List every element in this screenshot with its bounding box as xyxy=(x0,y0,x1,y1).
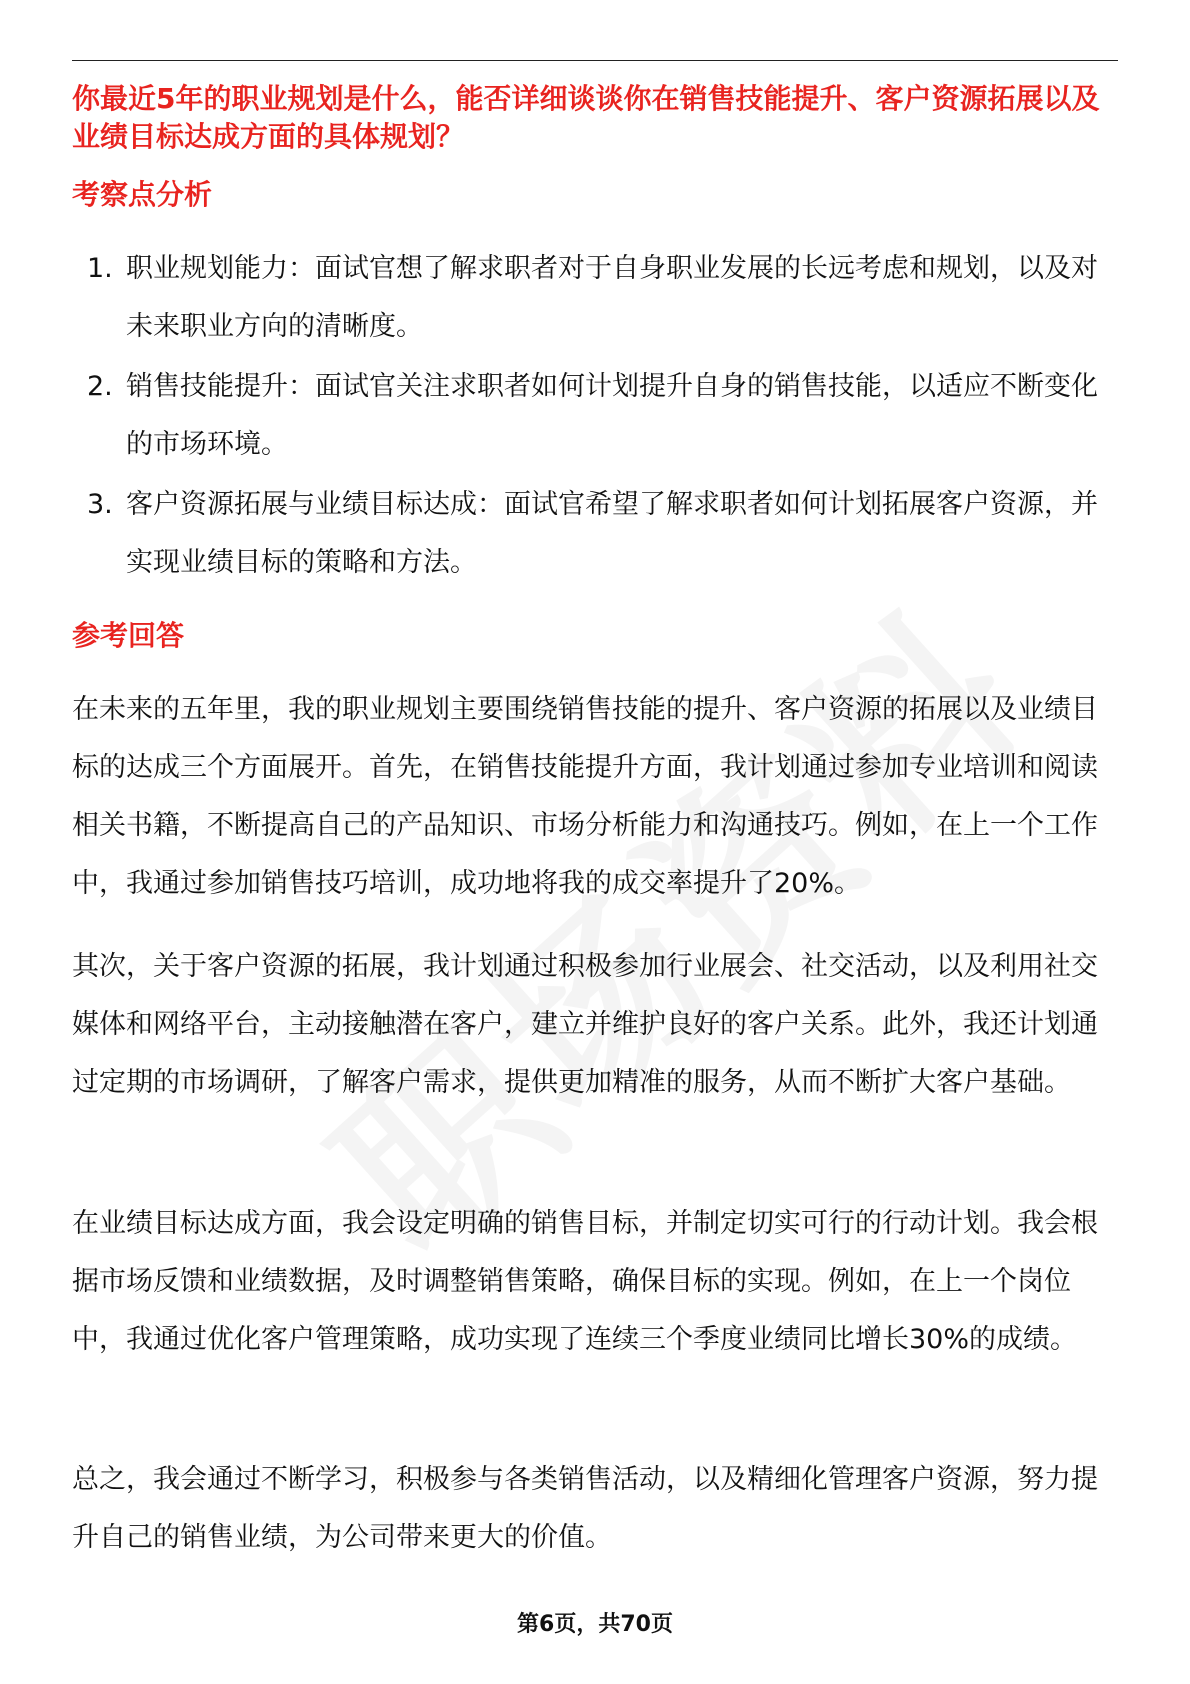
answer-paragraph: 在业绩目标达成方面，我会设定明确的销售目标，并制定切实可行的行动计划。我会根据市场反馈和业绩数据，及时调整销售策略，确保目标的实现。例如，在上一个岗位中，我通过优化客户管理策略，成功实现了连续三个季度业绩同比增长30%的成绩。 xyxy=(72,1208,1098,1355)
list-item xyxy=(72,358,1118,474)
answer-paragraph: 总之，我会通过不断学习，积极参与各类销售活动，以及精细化管理客户资源，努力提升自己的销售业绩，为公司带来更大的价值。 xyxy=(72,1464,1098,1553)
list-item-text: 客户资源拓展与业绩目标达成：面试官希望了解求职者如何计划拓展客户资源，并实现业绩目标的策略和方法。 xyxy=(126,489,1098,578)
list-item-text: 职业规划能力：面试官想了解求职者对于自身职业发展的长远考虑和规划，以及对未来职业方向的清晰度。 xyxy=(126,253,1098,342)
analysis-list xyxy=(72,240,1118,594)
list-item-number: 1. xyxy=(87,253,113,284)
answer-paragraph: 在未来的五年里，我的职业规划主要围绕销售技能的提升、客户资源的拓展以及业绩目标的达成三个方面展开。首先，在销售技能提升方面，我计划通过参加专业培训和阅读相关书籍，不断提高自己的产品知识、市场分析能力和沟通技巧。例如，在上一个工作中，我通过参加销售技巧培训，成功地将我的成交率提升了20%。 xyxy=(72,694,1098,899)
page-footer: 第6页，共70页 xyxy=(517,1612,673,1637)
list-item xyxy=(72,476,1118,592)
list-item-number: 2. xyxy=(87,371,113,402)
analysis-heading: 考察点分析 xyxy=(72,178,213,211)
list-item xyxy=(72,240,1118,356)
answer-paragraph: 其次，关于客户资源的拓展，我计划通过积极参加行业展会、社交活动，以及利用社交媒体和网络平台，主动接触潜在客户，建立并维护良好的客户关系。此外，我还计划通过定期的市场调研，了解客户需求，提供更加精准的服务，从而不断扩大客户基础。 xyxy=(72,951,1098,1098)
list-item-text: 销售技能提升：面试官关注求职者如何计划提升自身的销售技能，以适应不断变化的市场环境。 xyxy=(126,371,1098,460)
interview-question: 你最近5年的职业规划是什么，能否详细谈谈你在销售技能提升、客户资源拓展以及业绩目标达成方面的具体规划？ xyxy=(72,82,1100,153)
list-item-number: 3. xyxy=(87,489,113,520)
top-divider xyxy=(72,60,1118,61)
answer-heading: 参考回答 xyxy=(72,619,185,652)
